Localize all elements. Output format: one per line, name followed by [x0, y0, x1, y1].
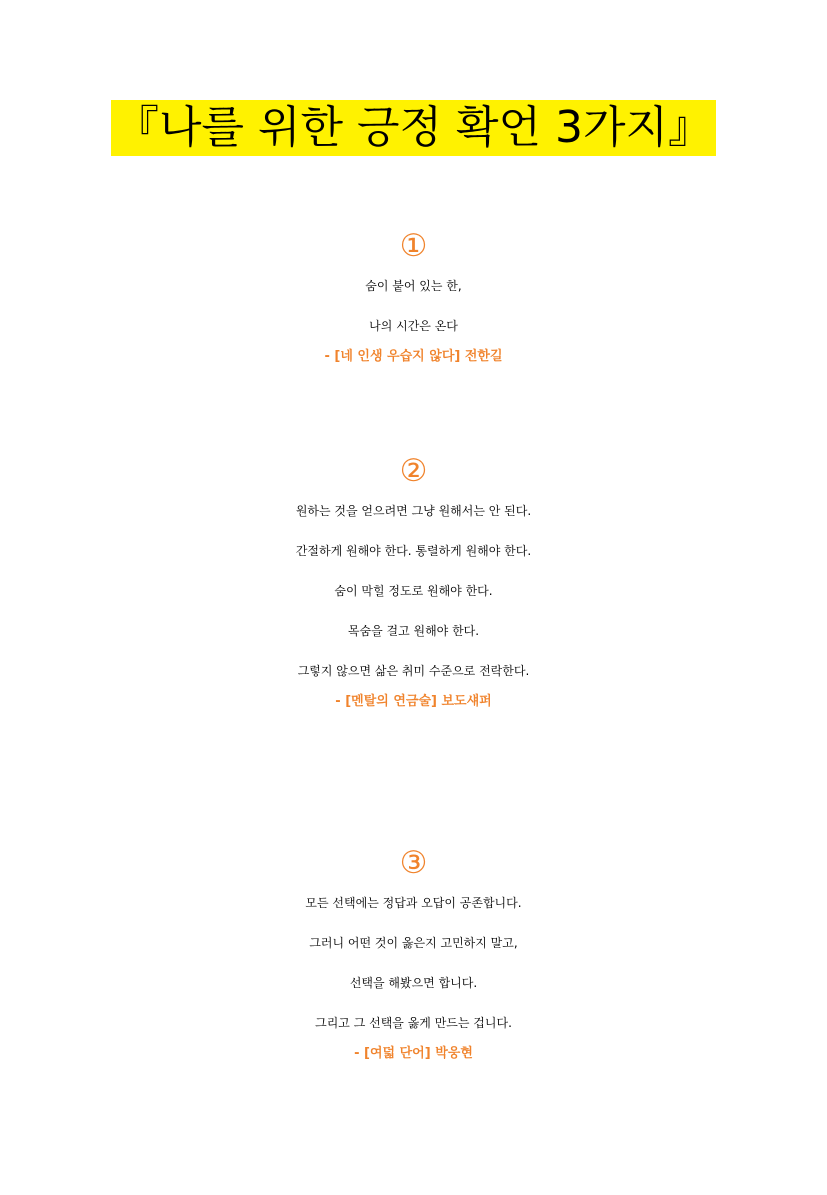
page-title: 『나를 위한 긍정 확언 3가지』 [111, 100, 716, 156]
affirmation-line: 간절하게 원해야 한다. 통렬하게 원해야 한다. [295, 544, 532, 558]
affirmation-line: 그리고 그 선택을 옳게 만드는 겁니다. [315, 1016, 512, 1030]
affirmation-line: 선택을 해봤으면 합니다. [349, 976, 478, 990]
affirmation-number: ② [399, 453, 428, 489]
title-container [0, 100, 827, 156]
affirmation-2 [0, 453, 827, 710]
affirmation-line: 원하는 것을 얻으려면 그냥 원해서는 안 된다. [295, 504, 532, 518]
affirmation-line: 모든 선택에는 정답과 오답이 공존합니다. [305, 896, 522, 910]
affirmation-number: ③ [399, 845, 428, 881]
affirmation-3 [0, 845, 827, 1062]
affirmation-line: 그렇지 않으면 삶은 취미 수준으로 전락한다. [297, 664, 530, 678]
affirmation-line: 숨이 붙어 있는 한, [365, 279, 462, 293]
affirmation-source: - [네 인생 우습지 않다] 전한길 [324, 349, 503, 364]
affirmation-line: 나의 시간은 온다 [369, 319, 458, 333]
affirmation-line: 숨이 막힐 정도로 원해야 한다. [334, 584, 493, 598]
affirmation-source: - [멘탈의 연금술] 보도섀퍼 [335, 694, 492, 709]
affirmation-number: ① [399, 228, 428, 264]
affirmation-line: 목숨을 걸고 원해야 한다. [347, 624, 480, 638]
affirmation-line: 그러니 어떤 것이 옳은지 고민하지 말고, [309, 936, 518, 950]
affirmation-1 [0, 228, 827, 365]
affirmation-source: - [여덟 단어] 박웅현 [354, 1046, 473, 1061]
